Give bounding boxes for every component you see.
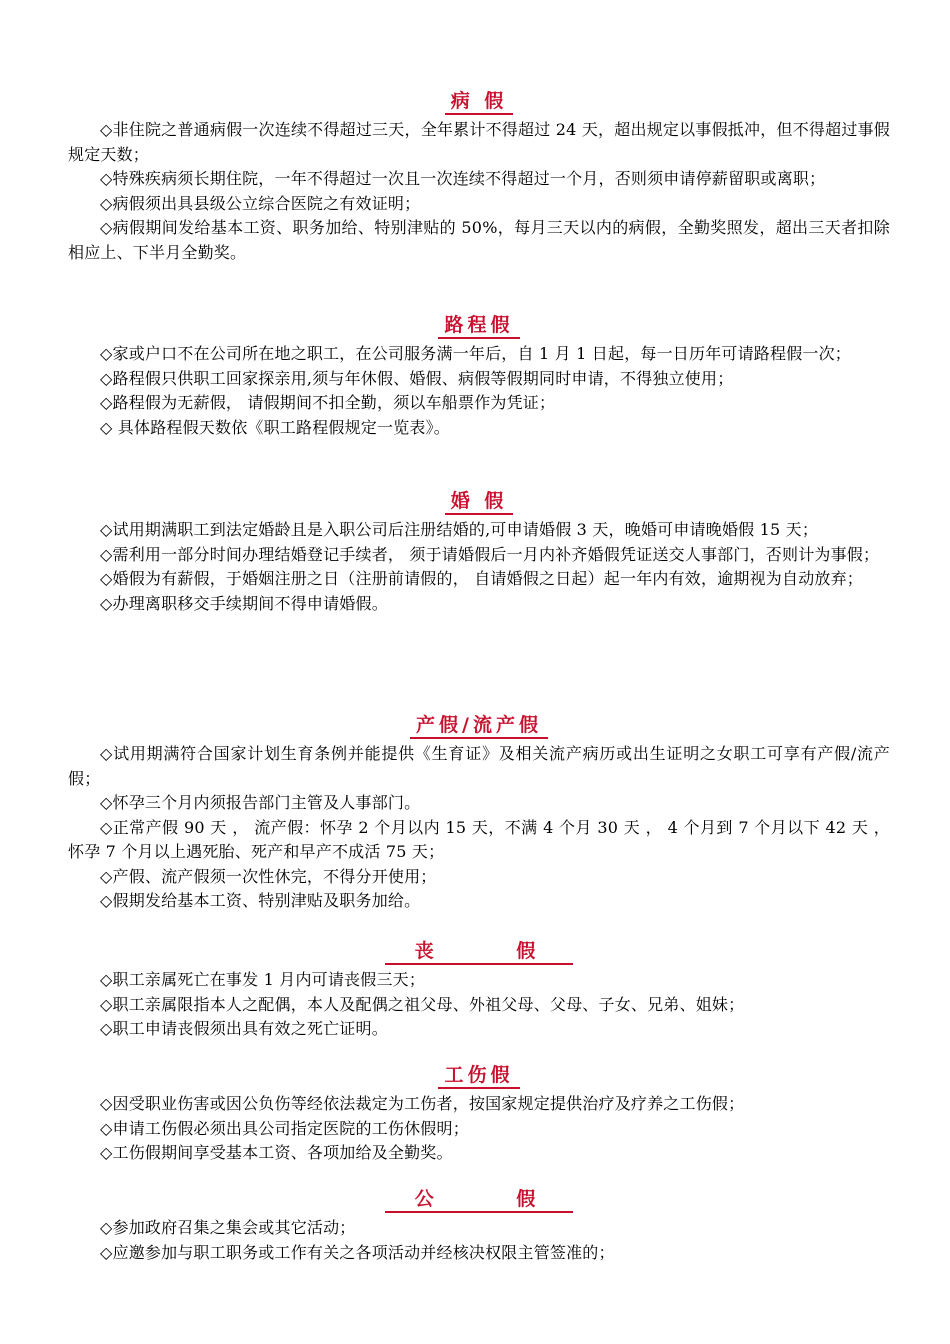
list-item: ◇家或户口不在公司所在地之职工，在公司服务满一年后，自 1 月 1 日起，每一日历年可请路程假一次； [100,344,852,363]
section-title-text: 婚 假 [445,488,514,515]
list-item: ◇非住院之普通病假一次连续不得超过三天，全年累计不得超过 24 天，超出规定以事假抵冲，但不得超过事假规定天数； [68,120,890,164]
list-item: ◇假期发给基本工资、特别津贴及职务加给。 [100,891,421,910]
list-item: ◇产假、流产假须一次性休完，不得分开使用； [100,866,437,886]
list-item: ◇工伤假期间享受基本工资、各项加给及全勤奖。 [100,1143,453,1162]
list-item: ◇因受职业伤害或因公负伤等经依法裁定为工伤者，按国家规定提供治疗及疗养之工伤假； [100,1094,745,1113]
section-title-text: 路程假 [438,312,519,339]
list-item: ◇路程假为无薪假， 请假期间不扣全勤，须以车船票作为凭证； [100,393,556,412]
section-official-leave [68,1186,890,1265]
section-title [68,88,890,118]
section-title-text: 丧 假 [385,938,574,965]
section-travel-leave [68,312,890,440]
list-item: ◇需利用一部分时间办理结婚登记手续者， 须于请婚假后一月内补齐婚假凭证送交人事部门，否则计为事假； [100,544,880,564]
list-item: ◇职工亲属限指本人之配偶，本人及配偶之祖父母、外祖父母、父母、子女、兄弟、姐妹； [100,994,745,1014]
section-marriage-leave [68,488,890,616]
section-maternity-leave [68,712,890,914]
list-item: ◇参加政府召集之集会或其它活动； [100,1218,356,1237]
list-item: ◇试用期满职工到法定婚龄且是入职公司后注册结婚的,可申请婚假 3 天，晚婚可申请晚婚假 15 天； [100,520,819,539]
list-item: ◇正常产假 90 天 ， 流产假：怀孕 2 个月以内 15 天，不满 4 个月 30 天 ， 4 个月到 7 个月以下 42 天 ， 怀孕 7 个月以上遇死胎、死产和早产不成活 75 天； [68,817,890,861]
list-item: ◇试用期满符合国家计划生育条例并能提供《生育证》及相关流产病历或出生证明之女职工可享有产假/流产假； [68,744,890,788]
section-title-text: 产假/流产假 [410,712,548,739]
list-item: ◇申请工伤假必须出具公司指定医院的工伤休假明； [100,1118,469,1138]
list-item: ◇病假须出具县级公立综合医院之有效证明； [100,193,421,213]
section-title [68,938,890,968]
section-title [68,1186,890,1216]
list-item: ◇ 具体路程假天数依《职工路程假规定一览表》。 [100,417,450,437]
section-title [68,1062,890,1092]
section-sick-leave [68,88,890,265]
list-item: ◇特殊疾病须长期住院，一年不得超过一次且一次连续不得超过一个月，否则须申请停薪留职或离职； [100,169,826,188]
list-item: ◇应邀参加与职工职务或工作有关之各项活动并经核决权限主管签准的； [100,1242,615,1262]
list-item: ◇路程假只供职工回家探亲用,须与年休假、婚假、病假等假期同时申请，不得独立使用； [100,368,734,388]
section-title [68,712,890,742]
section-injury-leave [68,1062,890,1166]
list-item: ◇病假期间发给基本工资、职务加给、特别津贴的 50%，每月三天以内的病假，全勤奖照发，超出三天者扣除相应上、下半月全勤奖。 [68,218,890,262]
section-title [68,488,890,518]
list-item: ◇职工亲属死亡在事发 1 月内可请丧假三天； [100,970,426,989]
section-title-text: 公 假 [385,1186,574,1213]
section-title-text: 病 假 [445,88,514,115]
list-item: ◇职工申请丧假须出具有效之死亡证明。 [100,1019,388,1038]
list-item: ◇婚假为有薪假，于婚姻注册之日（注册前请假的， 自请婚假之日起）起一年内有效，逾期视为自动放弃； [100,569,863,588]
section-title [68,312,890,342]
list-item: ◇怀孕三个月内须报告部门主管及人事部门。 [100,793,421,812]
section-bereavement-leave [68,938,890,1042]
list-item: ◇办理离职移交手续期间不得申请婚假。 [100,593,388,613]
section-title-text: 工伤假 [438,1062,519,1089]
